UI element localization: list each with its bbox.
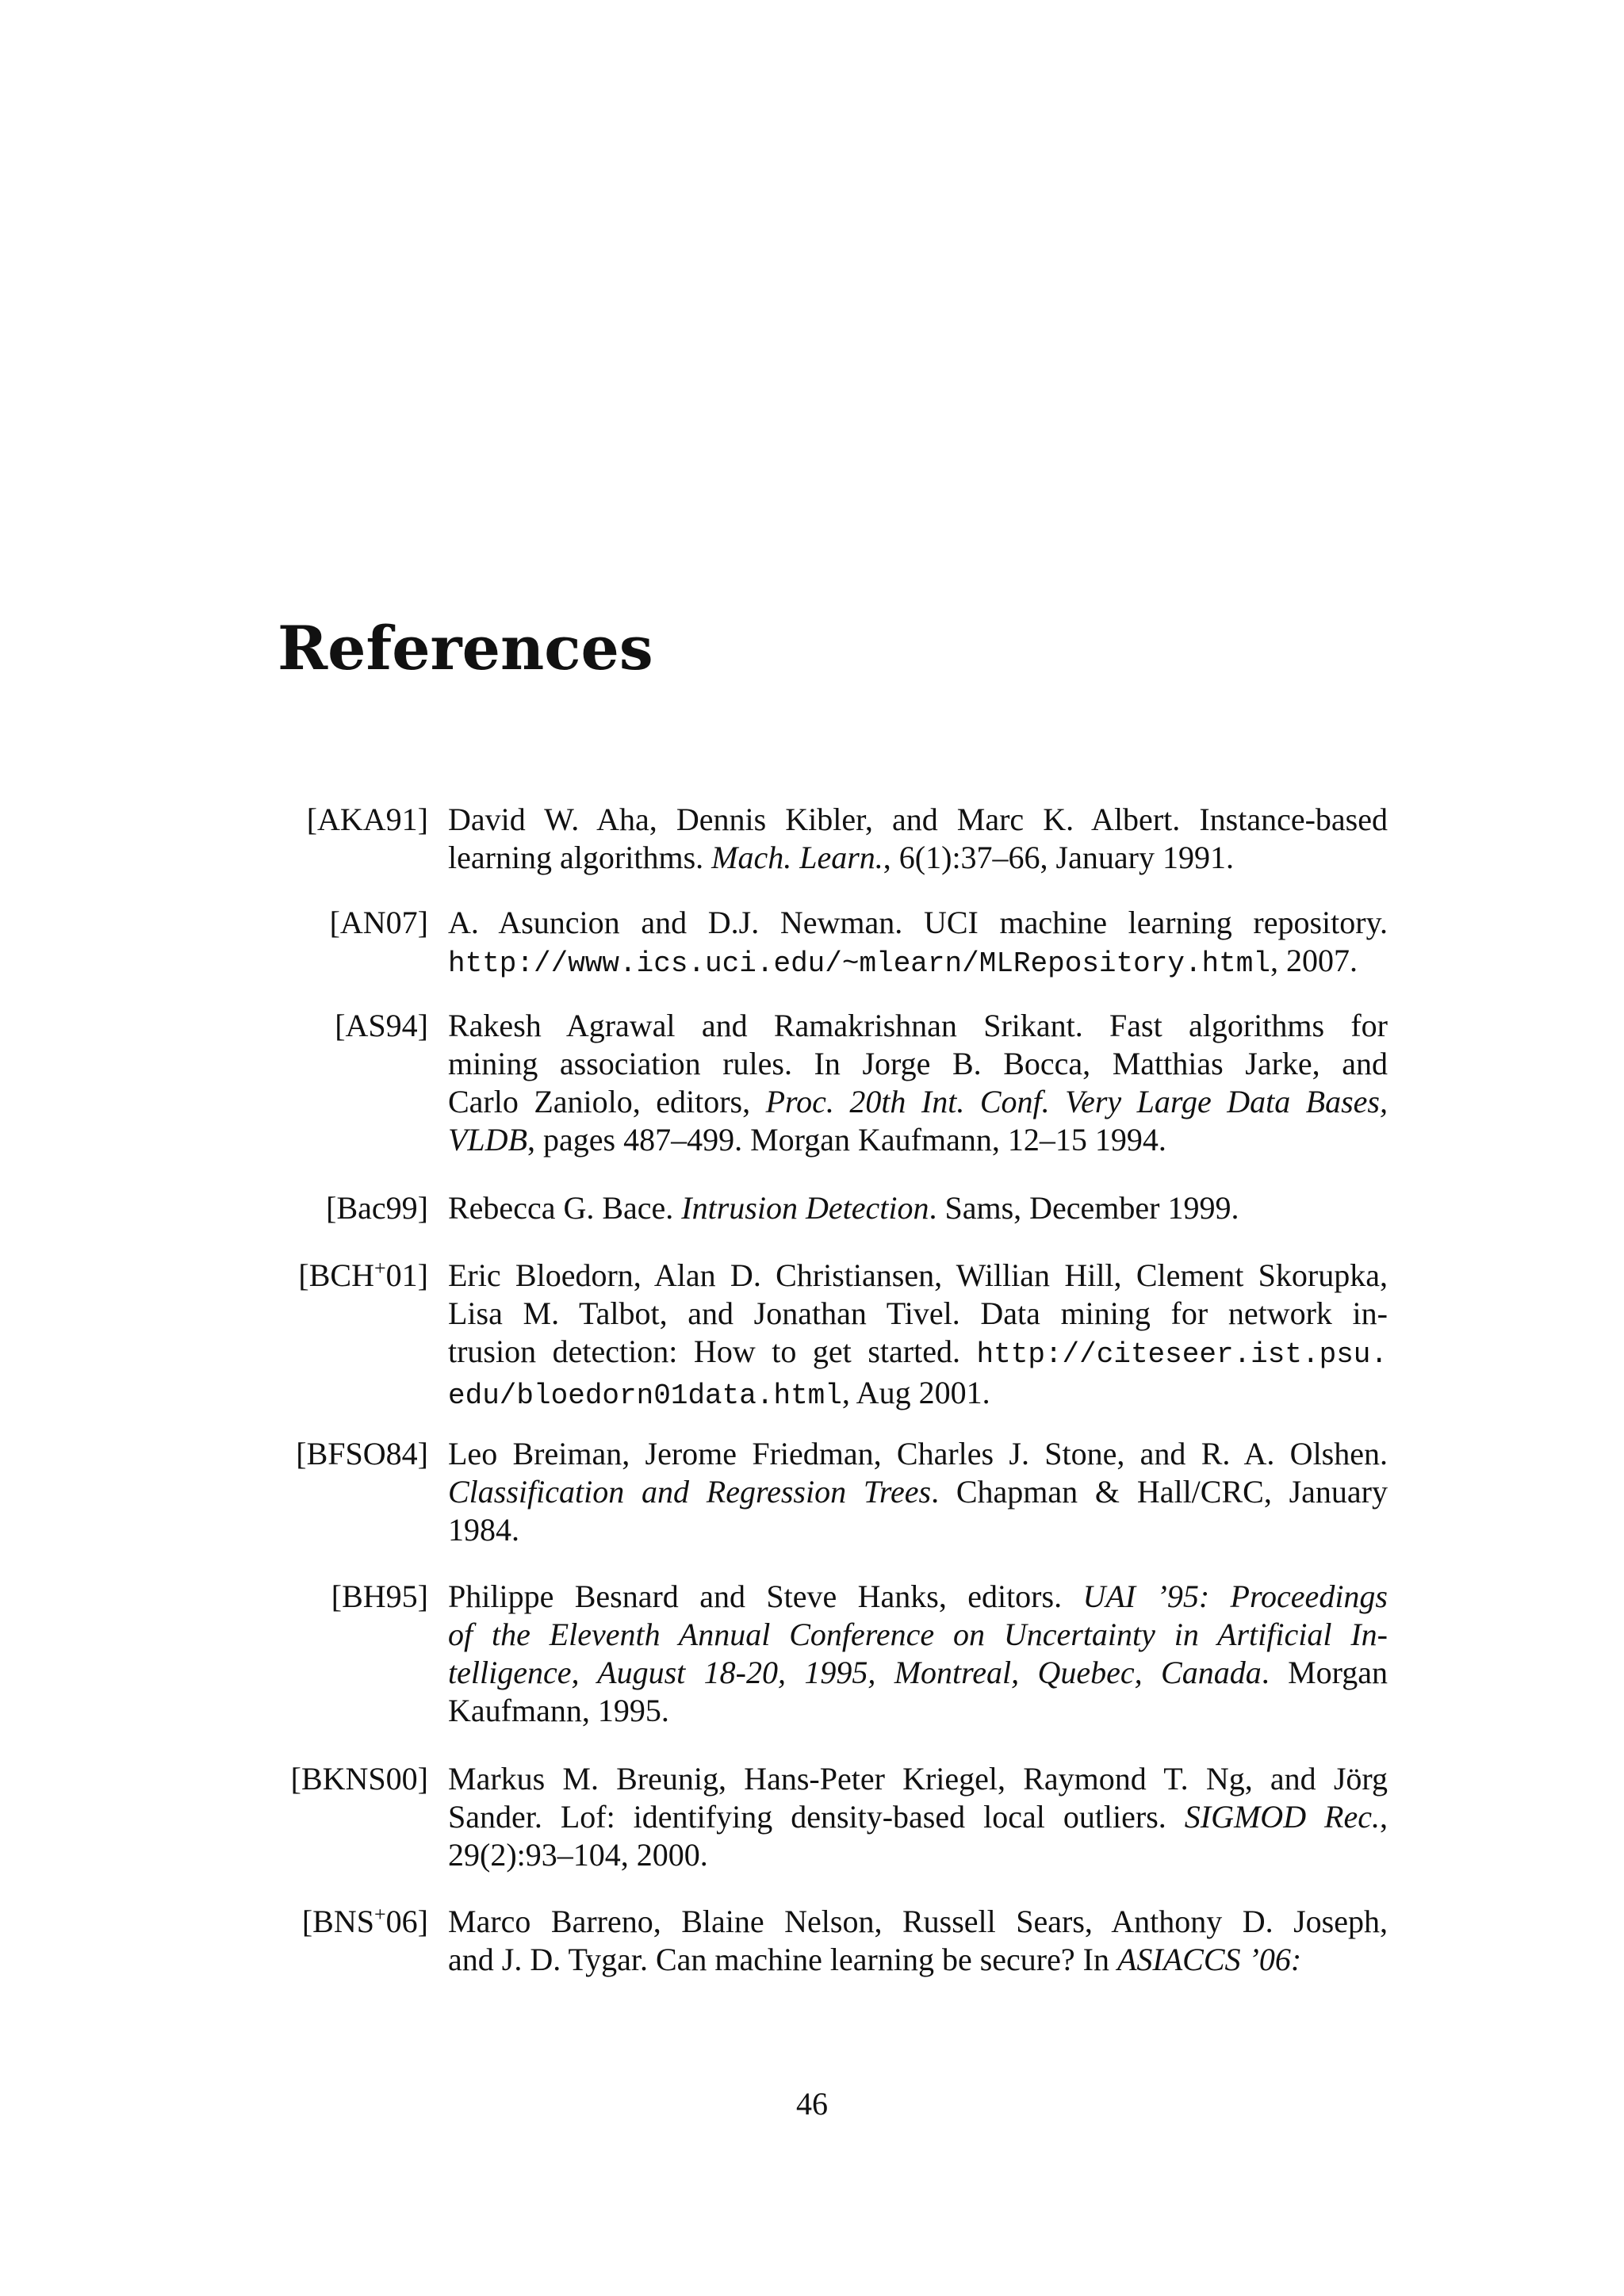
reference-segment: and J. D. Tygar. Can machine learning be secure? In bbox=[448, 1942, 1117, 1977]
reference-key bbox=[278, 904, 428, 942]
reference-segment: mining association rules. In Jorge B. Bocca, Matthias Jarke, and bbox=[448, 1046, 1388, 1081]
reference-key bbox=[278, 1435, 428, 1473]
reference-key-tail: 06] bbox=[385, 1904, 428, 1939]
reference-key-text: [AKA91] bbox=[306, 802, 428, 837]
reference-segment: learning algorithms. bbox=[448, 840, 712, 875]
reference-list bbox=[278, 0, 1388, 2296]
reference-segment: Lisa M. Talbot, and Jonathan Tivel. Data mining for network in- bbox=[448, 1295, 1388, 1331]
reference-venue: ASIACCS ’06: bbox=[1116, 1942, 1302, 1977]
reference-segment: . Morgan bbox=[1261, 1655, 1388, 1690]
reference-line bbox=[448, 1257, 1388, 1295]
page-title: References bbox=[278, 613, 653, 683]
reference-text bbox=[448, 1189, 1388, 1227]
reference-line bbox=[448, 1616, 1388, 1654]
reference-venue: SIGMOD Rec. bbox=[1184, 1799, 1380, 1835]
reference-segment: Kaufmann, 1995. bbox=[448, 1693, 669, 1728]
reference-venue: Classification and Regression Trees bbox=[448, 1474, 932, 1510]
reference-line bbox=[448, 1654, 1388, 1692]
reference-line bbox=[448, 1836, 1388, 1874]
reference-venue: UAI ’95: Proceedings bbox=[1082, 1578, 1388, 1614]
reference-key bbox=[278, 1760, 428, 1798]
reference-text bbox=[448, 1903, 1388, 1979]
reference-line bbox=[448, 1903, 1388, 1941]
reference-segment: , 6(1):37–66, January 1991. bbox=[883, 840, 1234, 875]
reference-key bbox=[278, 1578, 428, 1616]
reference-line bbox=[448, 1760, 1388, 1798]
reference-key-tail: 01] bbox=[385, 1257, 428, 1293]
reference-segment: . Chapman & Hall/CRC, January bbox=[931, 1474, 1388, 1510]
reference-line bbox=[448, 1045, 1388, 1083]
reference-segment: Rakesh Agrawal and Ramakrishnan Srikant. Fast algorithms for bbox=[448, 1008, 1388, 1043]
reference-segment: , pages 487–499. Morgan Kaufmann, 12–15 1994. bbox=[527, 1122, 1166, 1158]
reference-key bbox=[278, 1903, 428, 1941]
reference-key-text: [BFSO84] bbox=[296, 1436, 428, 1471]
reference-line bbox=[448, 1295, 1388, 1333]
reference-segment: 29(2):93–104, 2000. bbox=[448, 1837, 708, 1873]
reference-line bbox=[448, 1798, 1388, 1836]
reference-text bbox=[448, 801, 1388, 877]
reference-segment: David W. Aha, Dennis Kibler, and Marc K. Albert. Instance-based bbox=[448, 802, 1388, 837]
reference-venue: of the Eleventh Annual Conference on Uncertainty in Artificial In- bbox=[448, 1617, 1388, 1652]
reference-text bbox=[448, 904, 1388, 983]
reference-segment: A. Asuncion and D.J. Newman. UCI machine learning repository. bbox=[448, 905, 1388, 940]
reference-segment: Sander. Lof: identifying density-based local outliers. bbox=[448, 1799, 1185, 1835]
reference-line bbox=[448, 1189, 1388, 1227]
reference-key-text: [Bac99] bbox=[326, 1190, 428, 1226]
reference-line bbox=[448, 1007, 1388, 1045]
reference-venue: telligence, August 18-20, 1995, Montreal, Quebec, Canada bbox=[448, 1655, 1262, 1690]
reference-key bbox=[278, 1257, 428, 1295]
reference-line bbox=[448, 1435, 1388, 1473]
reference-url: http://citeseer.ist.psu. bbox=[976, 1338, 1388, 1371]
reference-segment: Leo Breiman, Jerome Friedman, Charles J. Stone, and R. A. Olshen. bbox=[448, 1436, 1388, 1471]
reference-segment: Marco Barreno, Blaine Nelson, Russell Sears, Anthony D. Joseph, bbox=[448, 1904, 1388, 1939]
reference-key bbox=[278, 1189, 428, 1227]
reference-line bbox=[448, 1578, 1388, 1616]
reference-line bbox=[448, 904, 1388, 942]
reference-line bbox=[448, 1333, 1388, 1374]
reference-venue: Mach. Learn. bbox=[711, 840, 883, 875]
reference-url: edu/bloedorn01data.html bbox=[448, 1380, 842, 1412]
reference-venue: Intrusion Detection bbox=[681, 1190, 929, 1226]
reference-text bbox=[448, 1435, 1388, 1549]
reference-segment: Eric Bloedorn, Alan D. Christiansen, Willian Hill, Clement Skorupka, bbox=[448, 1257, 1388, 1293]
reference-venue: Proc. 20th Int. Conf. Very Large Data Bases, bbox=[765, 1084, 1388, 1119]
reference-segment: Carlo Zaniolo, editors, bbox=[448, 1084, 766, 1119]
reference-line bbox=[448, 1473, 1388, 1511]
reference-text bbox=[448, 1007, 1388, 1159]
reference-key-text: [BNS bbox=[301, 1904, 374, 1939]
reference-key-text: [AN07] bbox=[329, 905, 428, 940]
reference-segment: trusion detection: How to get started. bbox=[448, 1334, 977, 1369]
reference-line bbox=[448, 1374, 1388, 1415]
reference-line bbox=[448, 1692, 1388, 1730]
reference-key bbox=[278, 801, 428, 839]
reference-key-superscript: + bbox=[374, 1257, 386, 1280]
reference-segment: , Aug 2001. bbox=[841, 1375, 990, 1410]
reference-line bbox=[448, 1121, 1388, 1159]
reference-line bbox=[448, 1941, 1388, 1979]
reference-line bbox=[448, 801, 1388, 839]
reference-key-superscript: + bbox=[374, 1903, 386, 1926]
reference-line bbox=[448, 839, 1388, 877]
reference-line bbox=[448, 1083, 1388, 1121]
reference-key-text: [BCH bbox=[298, 1257, 374, 1293]
reference-segment: 1984. bbox=[448, 1512, 519, 1548]
reference-segment: Philippe Besnard and Steve Hanks, editors. bbox=[448, 1578, 1083, 1614]
reference-key bbox=[278, 1007, 428, 1045]
reference-key-text: [BKNS00] bbox=[290, 1761, 428, 1797]
reference-segment: Markus M. Breunig, Hans-Peter Kriegel, Raymond T. Ng, and Jörg bbox=[448, 1761, 1388, 1797]
reference-segment: , 2007. bbox=[1270, 943, 1358, 978]
reference-line bbox=[448, 942, 1388, 983]
reference-text bbox=[448, 1578, 1388, 1730]
reference-text bbox=[448, 1257, 1388, 1415]
reference-text bbox=[448, 1760, 1388, 1874]
reference-line bbox=[448, 1511, 1388, 1549]
page-number: 46 bbox=[796, 2086, 828, 2122]
reference-key-text: [BH95] bbox=[331, 1578, 428, 1614]
reference-key-text: [AS94] bbox=[335, 1008, 428, 1043]
reference-venue: VLDB bbox=[448, 1122, 527, 1158]
reference-segment: Rebecca G. Bace. bbox=[448, 1190, 682, 1226]
reference-segment: . Sams, December 1999. bbox=[929, 1190, 1239, 1226]
reference-url: http://www.ics.uci.edu/~mlearn/MLRepository.html bbox=[448, 947, 1270, 980]
reference-segment: , bbox=[1380, 1799, 1388, 1835]
